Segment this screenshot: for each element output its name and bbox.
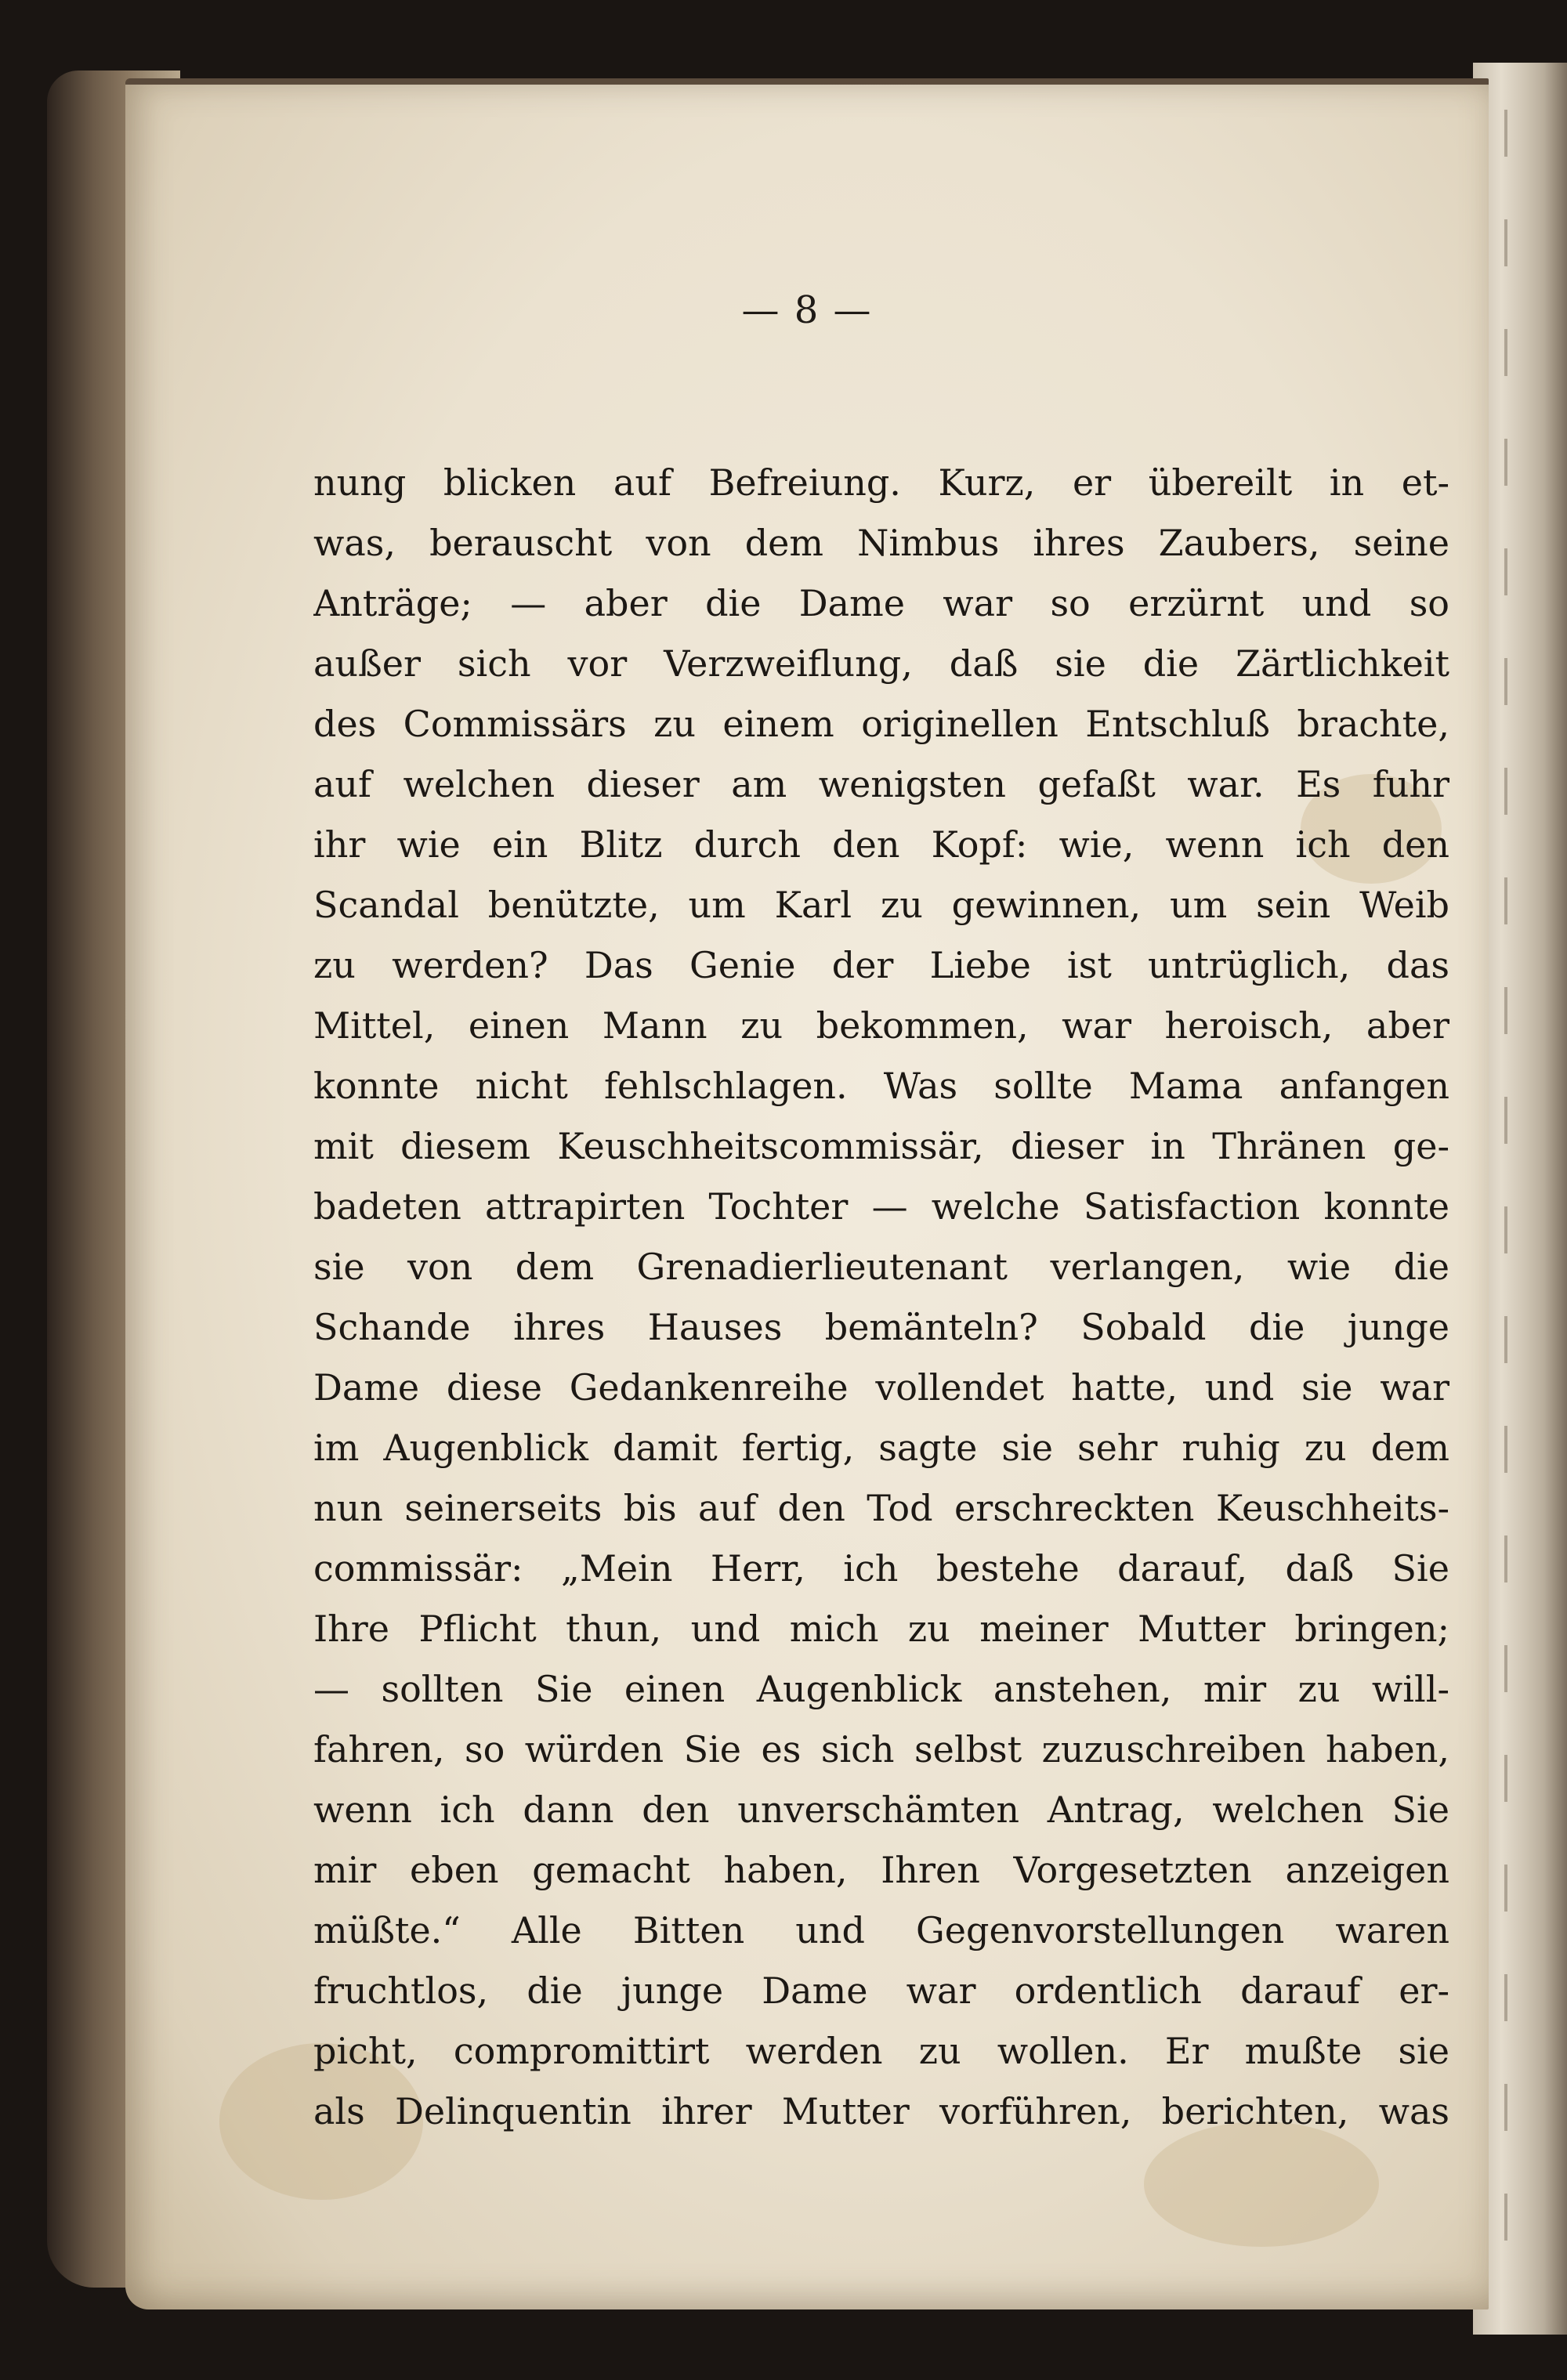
text-line: Schande ihres Hauses bemänteln? Sobald die junge (313, 1306, 1449, 1348)
text-line: Ihre Pflicht thun, und mich zu meiner Mutter bringen; (313, 1608, 1449, 1650)
text-line: fruchtlos, die junge Dame war ordentlich darauf er- (313, 1969, 1449, 2012)
text-line: picht, compromittirt werden zu wollen. Er mußte sie (313, 2030, 1449, 2072)
text-line: außer sich vor Verzweiflung, daß sie die Zärtlichkeit (313, 642, 1449, 685)
text-line: ihr wie ein Blitz durch den Kopf: wie, wenn ich den (313, 823, 1449, 866)
text-line: nun seinerseits bis auf den Tod erschreckten Keuschheits- (313, 1487, 1449, 1529)
next-page-stain (1504, 110, 1507, 2288)
body-text (313, 453, 1449, 2142)
text-line: commissär: „Mein Herr, ich bestehe darauf, daß Sie (313, 1547, 1449, 1590)
text-line: als Delinquentin ihrer Mutter vorführen, berichten, was (313, 2090, 1449, 2132)
text-line: was, berauscht von dem Nimbus ihres Zaubers, seine (313, 522, 1449, 564)
text-line: zu werden? Das Genie der Liebe ist untrüglich, das (313, 944, 1449, 986)
page-number: — 8 — (741, 288, 873, 332)
text-line: mir eben gemacht haben, Ihren Vorgesetzten anzeigen (313, 1849, 1449, 1891)
text-line: Dame diese Gedankenreihe vollendet hatte, und sie war (313, 1366, 1449, 1409)
text-line: nung blicken auf Befreiung. Kurz, er übereilt in et- (313, 461, 1449, 504)
text-line: konnte nicht fehlschlagen. Was sollte Mama anfangen (313, 1065, 1449, 1107)
text-line: müßte.“ Alle Bitten und Gegenvorstellungen waren (313, 1909, 1449, 1951)
text-line: wenn ich dann den unverschämten Antrag, welchen Sie (313, 1789, 1449, 1831)
text-line: mit diesem Keuschheitscommissär, dieser in Thränen ge- (313, 1125, 1449, 1167)
text-line: sie von dem Grenadierlieutenant verlangen, wie die (313, 1246, 1449, 1288)
text-line: Scandal benützte, um Karl zu gewinnen, um sein Weib (313, 884, 1449, 926)
text-line: Anträge; — aber die Dame war so erzürnt und so (313, 582, 1449, 624)
text-line: im Augenblick damit fertig, sagte sie sehr ruhig zu dem (313, 1427, 1449, 1469)
text-line: auf welchen dieser am wenigsten gefaßt war. Es fuhr (313, 763, 1449, 805)
text-line: — sollten Sie einen Augenblick anstehen, mir zu will- (313, 1668, 1449, 1710)
text-line: Mittel, einen Mann zu bekommen, war heroisch, aber (313, 1004, 1449, 1047)
text-line: fahren, so würden Sie es sich selbst zuzuschreiben haben, (313, 1728, 1449, 1771)
book-page (125, 78, 1489, 2309)
text-line: badeten attrapirten Tochter — welche Satisfaction konnte (313, 1185, 1449, 1228)
text-line: des Commissärs zu einem originellen Entschluß brachte, (313, 703, 1449, 745)
